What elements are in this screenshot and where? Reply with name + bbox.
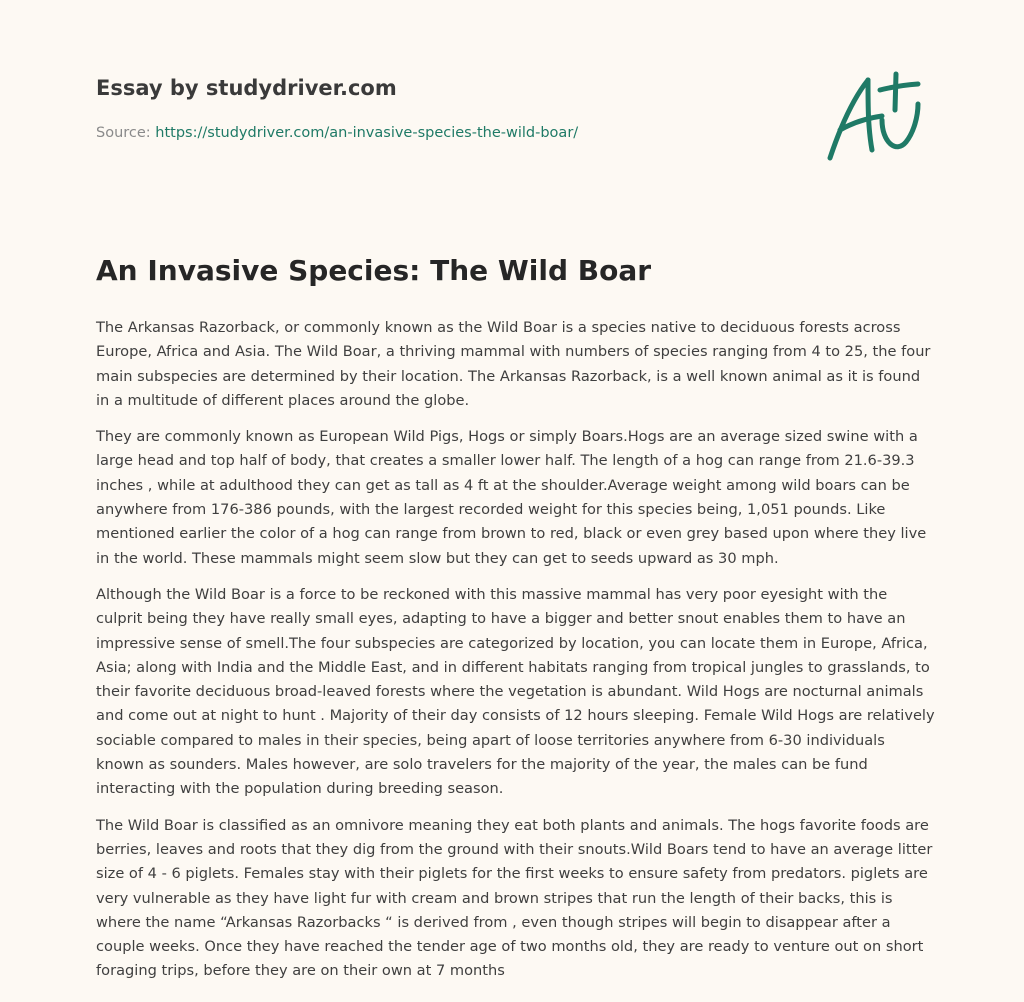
essay-paragraph: They are commonly known as European Wild Pigs, Hogs or simply Boars.Hogs are an average sized swine with a large head and top half of body, that creates a smaller lower half. The length of a hog can range from 21.6-39.3 inches , while at adulthood they can get as tall as 4 ft at the shoulder.Average weight among wild boars can be anywhere from 176-386 pounds, with the largest recorded weight for this species being, 1,051 pounds. Like mentioned earlier the color of a hog can range from brown to red, black or even grey based upon where they live in the world. These mammals might seem slow but they can get to seeds upward as 30 mph.: [96, 428, 927, 567]
essay-paragraph: Although the Wild Boar is a force to be reckoned with this massive mammal has very poor eyesight with the culprit being they have really small eyes, adapting to have a bigger and better snout enables them to have an impressive sense of smell.The four subspecies are categorized by location, you can locate them in Europe, Africa, Asia; along with India and the Middle East, and in different habitats ranging from tropical jungles to grasslands, to their favorite deciduous broad-leaved forests where the vegetation is abundant. Wild Hogs are nocturnal animals and come out at night to hunt . Majority of their day consists of 12 hours sleeping. Female Wild Hogs are relatively sociable compared to males in their species, being apart of loose territories anywhere from 6-30 individuals known as sounders. Males however, are solo travelers for the majority of the year, the males can be fund interacting with the population during breeding season.: [96, 585, 935, 798]
source-label: Source:: [96, 125, 151, 141]
essay-paragraph: The Wild Boar is classified as an omnivore meaning they eat both plants and animals. The hogs favorite foods are berries, leaves and roots that they dig from the ground with their snouts.Wild Boars tend to have an average litter size of 4 - 6 piglets. Females stay with their piglets for the first weeks to ensure safety from predators. piglets are very vulnerable as they have light fur with cream and brown stripes that run the length of their backs, this is where the name “Arkansas Razorbacks “ is derived from , even though stripes will begin to disappear after a couple weeks. Once they have reached the tender age of two months old, they are ready to venture out on short foraging trips, before they are on their own at 7 months: [96, 816, 933, 980]
essay-body: [96, 316, 936, 996]
site-title: Essay by studydriver.com: [96, 76, 397, 100]
source-line: [96, 125, 578, 141]
source-link[interactable]: https://studydriver.com/an-invasive-species-the-wild-boar/: [155, 125, 579, 141]
essay-title: An Invasive Species: The Wild Boar: [96, 254, 652, 287]
a-plus-logo-icon: [818, 66, 930, 166]
essay-paragraph: The Arkansas Razorback, or commonly known as the Wild Boar is a species native to deciduous forests across Europe, Africa and Asia. The Wild Boar, a thriving mammal with numbers of species ranging from 4 to 25, the four main subspecies are determined by their location. The Arkansas Razorback, is a well known animal as it is found in a multitude of different places around the globe.: [96, 319, 931, 409]
